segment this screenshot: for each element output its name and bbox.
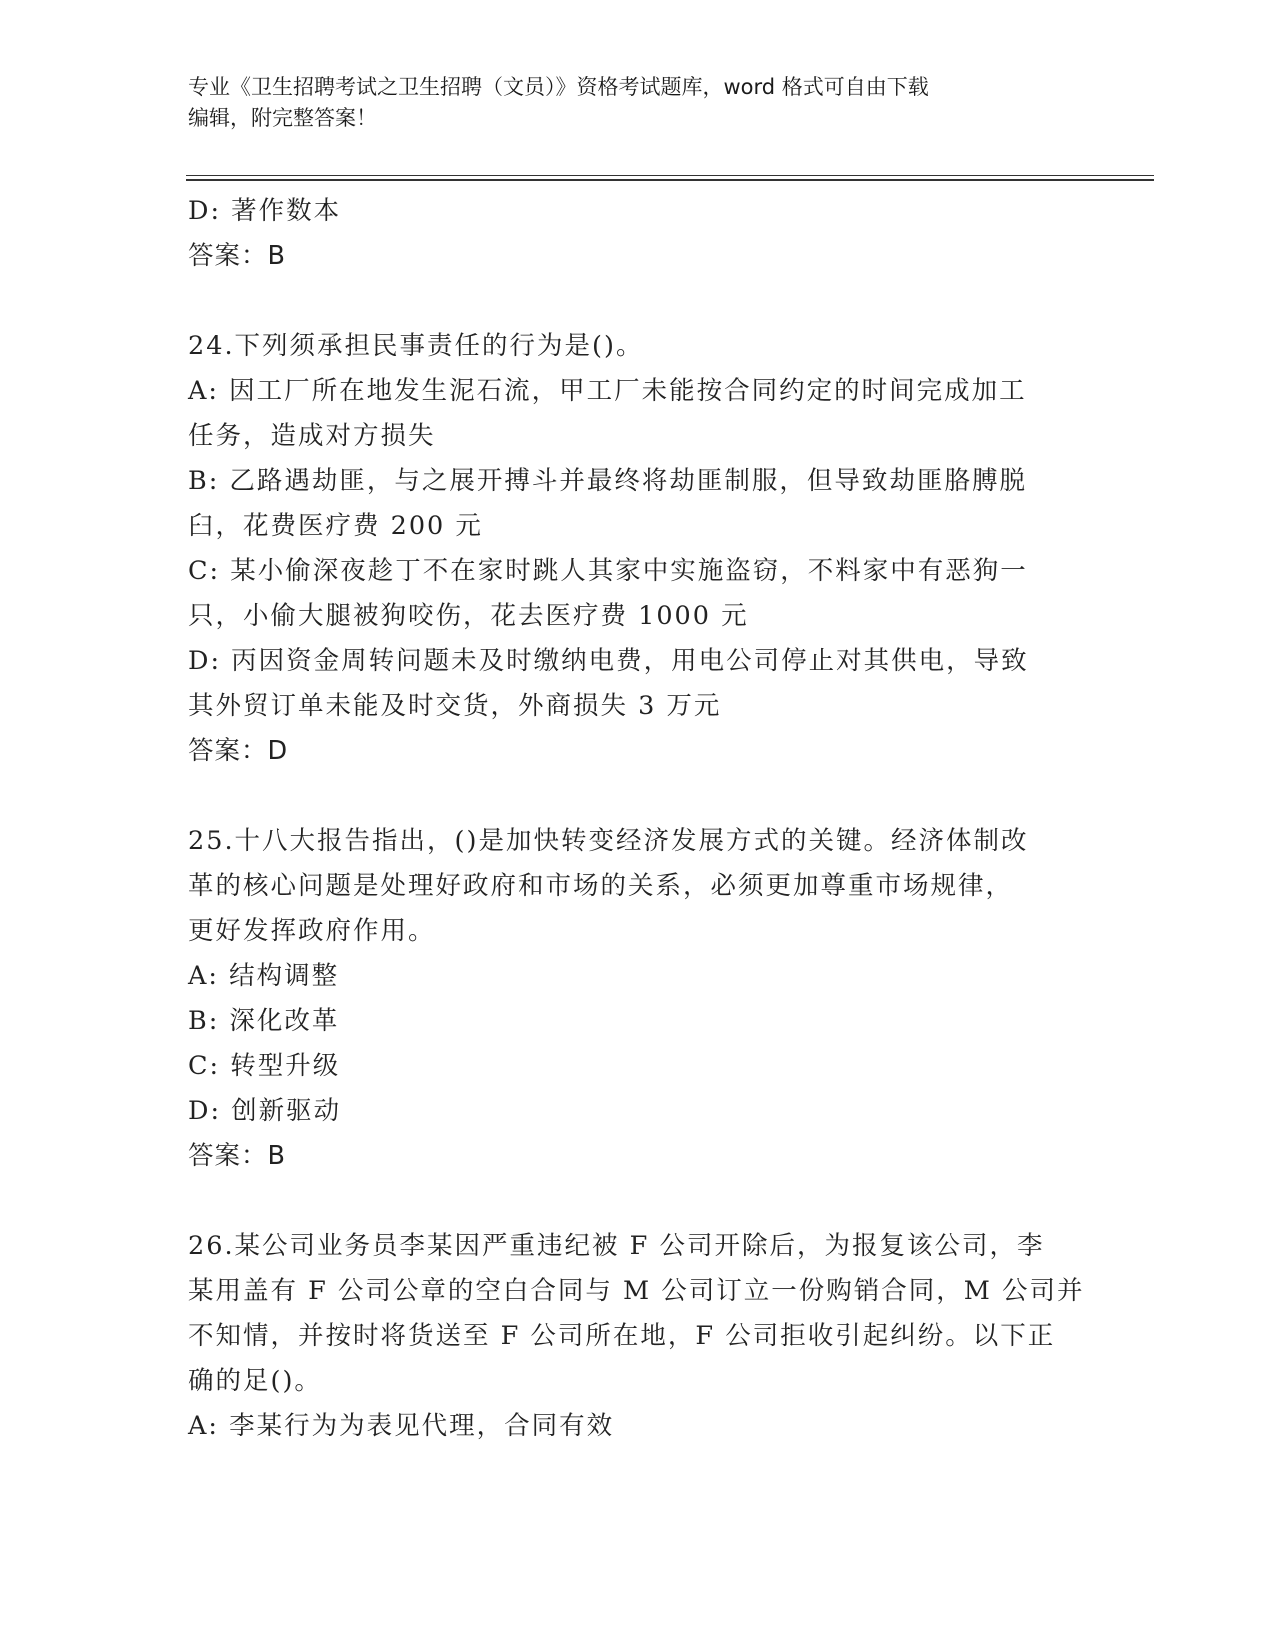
q25-stem-cont-1: 革的核心问题是处理好政府和市场的关系，必须更加尊重市场规律， <box>188 871 1014 901</box>
q25-option-d: D: 创新驱动 <box>188 1096 342 1126</box>
q26-option-a: A: 李某行为为表见代理，合同有效 <box>188 1411 615 1441</box>
q25-option-b: B: 深化改革 <box>188 1006 340 1036</box>
q26-stem: 26.某公司业务员李某因严重违纪被 F 公司开除后，为报复该公司，李 <box>188 1231 1045 1261</box>
q24-option-d-cont: 其外贸订单未能及时交货，外商损失 3 万元 <box>188 691 722 721</box>
q24-stem: 24.下列须承担民事责任的行为是()。 <box>188 331 644 361</box>
spacer <box>188 1179 1078 1224</box>
header-divider-thin <box>186 175 1154 176</box>
question-content <box>188 189 1085 1449</box>
header-divider-thick <box>186 179 1154 181</box>
q24-option-a: A: 因工厂所在地发生泥石流，甲工厂未能按合同约定的时间完成加工 <box>188 376 1027 406</box>
q24-option-b-cont: 臼，花费医疗费 200 元 <box>188 511 483 541</box>
q23-option-d: D: 著作数本 <box>188 196 342 226</box>
q23-answer: 答案：B <box>188 241 286 271</box>
spacer <box>188 774 1078 819</box>
header-line-2: 编辑，附完整答案！ <box>188 106 377 130</box>
header-line-1: 专业《卫生招聘考试之卫生招聘（文员）》资格考试题库，word 格式可自由下载 <box>188 75 929 99</box>
spacer <box>188 279 1078 324</box>
q26-stem-cont-3: 确的足()。 <box>188 1366 322 1396</box>
q25-option-a: A: 结构调整 <box>188 961 340 991</box>
q24-option-a-cont: 任务，造成对方损失 <box>188 421 436 451</box>
q24-answer: 答案：D <box>188 736 289 766</box>
q25-stem: 25.十八大报告指出，()是加快转变经济发展方式的关键。经济体制改 <box>188 826 1029 856</box>
q26-stem-cont-2: 不知情，并按时将货送至 F 公司所在地，F 公司拒收引起纠纷。以下正 <box>188 1321 1056 1351</box>
document-header <box>188 72 1068 134</box>
q26-stem-cont-1: 某用盖有 F 公司公章的空白合同与 M 公司订立一份购销合同，M 公司并 <box>188 1276 1085 1306</box>
q25-answer: 答案：B <box>188 1141 286 1171</box>
q24-option-c: C: 某小偷深夜趁丁不在家时跳人其家中实施盗窃，不料家中有恶狗一 <box>188 556 1028 586</box>
q25-option-c: C: 转型升级 <box>188 1051 341 1081</box>
q25-stem-cont-2: 更好发挥政府作用。 <box>188 916 436 946</box>
q24-option-b: B: 乙路遇劫匪，与之展开搏斗并最终将劫匪制服，但导致劫匪胳膊脱 <box>188 466 1027 496</box>
q24-option-c-cont: 只，小偷大腿被狗咬伤，花去医疗费 1000 元 <box>188 601 749 631</box>
q24-option-d: D: 丙因资金周转问题未及时缴纳电费，用电公司停止对其供电，导致 <box>188 646 1029 676</box>
